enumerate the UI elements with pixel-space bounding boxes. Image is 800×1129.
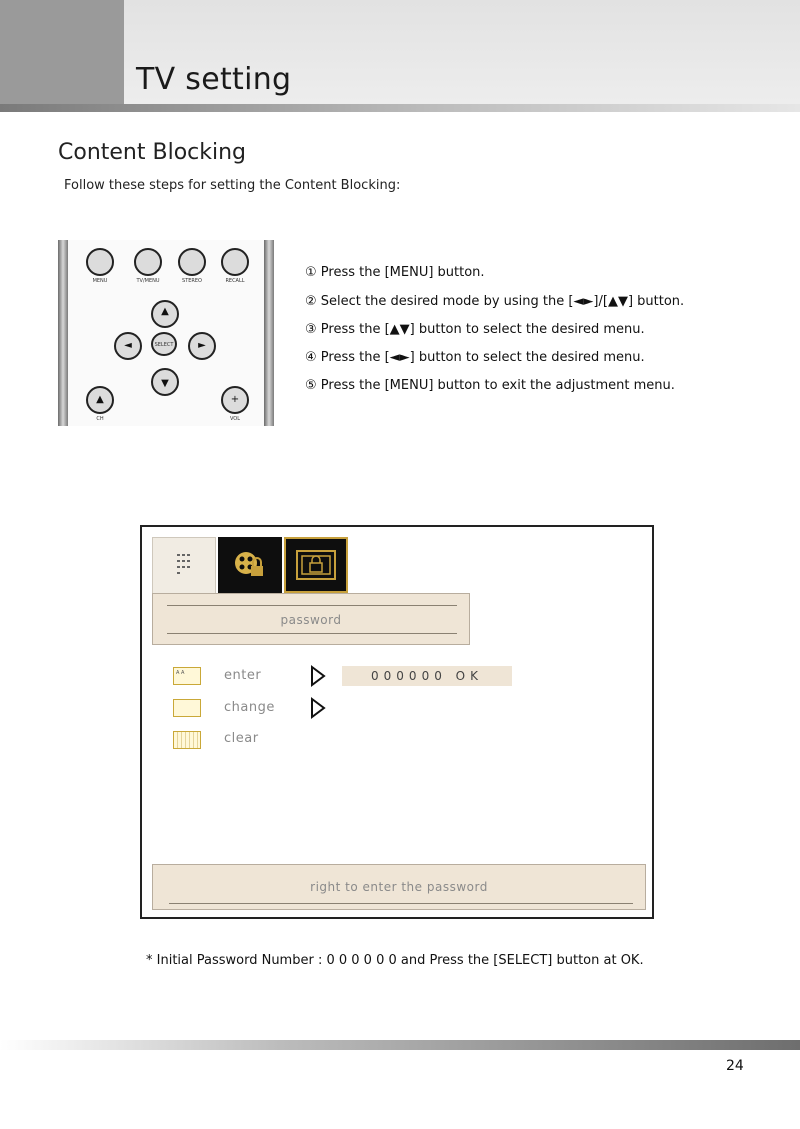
remote-up-button [151, 300, 179, 328]
remote-vol-button [221, 386, 249, 414]
remote-right-rail [264, 240, 274, 426]
footnote: * Initial Password Number : 0 0 0 0 0 0 and Press the [SELECT] button at OK. [146, 953, 644, 968]
tab-movie-lock[interactable] [218, 537, 282, 593]
remote-label-tvmenu: TV/MENU [136, 278, 160, 284]
hint-divider [169, 903, 633, 904]
remote-recall-button [221, 248, 249, 276]
remote-tvmenu-button [134, 248, 162, 276]
intro-text: Follow these steps for setting the Content Blocking: [64, 178, 401, 193]
tab-rating-list[interactable] [152, 537, 216, 593]
keyboard-icon: A A [173, 667, 201, 685]
blank-box-icon [173, 699, 201, 717]
vol-plus-icon: + [230, 394, 240, 405]
down-arrow-icon: ▼ [161, 378, 169, 389]
right-arrow-icon: ► [198, 340, 206, 351]
hint-text: right to enter the password [310, 880, 488, 894]
remote-label-recall: RECALL [225, 278, 245, 284]
ch-up-icon: ▲ [96, 394, 104, 405]
remote-left-rail [58, 240, 68, 426]
panel-divider-bottom [167, 633, 457, 634]
menu-item-change[interactable]: change [224, 700, 275, 715]
enter-arrow-icon [310, 665, 326, 687]
remote-stereo-button [178, 248, 206, 276]
password-input[interactable]: 000000 OK [342, 666, 512, 686]
osd-password-screen [140, 525, 654, 919]
remote-label-vol: VOL [229, 416, 241, 422]
step-2: ② Select the desired mode by using the [◄►]/[▲▼] button. [305, 294, 685, 309]
remote-control-illustration [58, 240, 274, 426]
remote-label-menu: MENU [92, 278, 108, 284]
page-title: TV setting [136, 62, 292, 97]
menu-item-enter[interactable]: enter [224, 668, 262, 683]
up-arrow-icon: ▲ [161, 306, 169, 317]
remote-ch-button [86, 386, 114, 414]
password-title: password [280, 613, 342, 627]
hint-panel [152, 864, 646, 910]
panel-divider-top [167, 605, 457, 606]
password-title-panel [152, 593, 470, 645]
header-rule [0, 104, 800, 112]
tab-lock-screen[interactable] [284, 537, 348, 593]
movie-lock-icon [218, 537, 282, 593]
change-arrow-icon [310, 697, 326, 719]
step-3: ③ Press the [▲▼] button to select the desired menu. [305, 322, 645, 337]
remote-label-ch: CH [96, 416, 104, 422]
remote-select-button [151, 332, 177, 356]
remote-right-button [188, 332, 216, 360]
left-arrow-icon: ◄ [124, 340, 132, 351]
rating-list-icon [153, 538, 215, 592]
lock-screen-icon [286, 539, 346, 591]
step-4: ④ Press the [◄►] button to select the desired menu. [305, 350, 645, 365]
step-5: ⑤ Press the [MENU] button to exit the adjustment menu. [305, 378, 675, 393]
remote-label-stereo: STEREO [182, 278, 202, 284]
remote-menu-button [86, 248, 114, 276]
section-heading: Content Blocking [58, 140, 247, 165]
page-number: 24 [726, 1058, 744, 1074]
remote-down-button [151, 368, 179, 396]
remote-left-button [114, 332, 142, 360]
header-block [0, 0, 124, 112]
menu-item-clear[interactable]: clear [224, 731, 259, 746]
remote-label-select: SELECT [154, 342, 174, 348]
step-1: ① Press the [MENU] button. [305, 265, 485, 280]
footer-rule [0, 1040, 800, 1050]
grid-icon [173, 731, 201, 749]
